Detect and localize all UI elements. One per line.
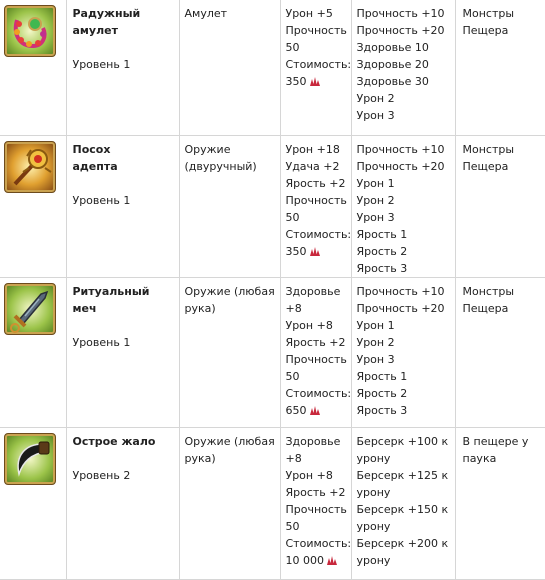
item-level: Уровень 1 <box>73 56 179 73</box>
item-type: Оружие (любая <box>185 433 280 450</box>
item-icon-cell <box>0 428 66 580</box>
upgrade-line: Прочность +10 <box>357 283 455 300</box>
upgrade-line: Прочность +20 <box>357 22 455 39</box>
item-icon-cell <box>0 136 66 278</box>
ritual-sword-icon[interactable] <box>4 283 56 335</box>
source-line: Пещера <box>463 158 545 175</box>
item-stats-cell <box>280 0 351 136</box>
stat-line: 50 <box>286 518 351 535</box>
upgrade-line: Прочность +10 <box>357 5 455 22</box>
source-line: Пещера <box>463 300 545 317</box>
crystal-currency-icon <box>309 246 321 257</box>
item-type: (двуручный) <box>185 158 280 175</box>
upgrade-line: урону <box>357 450 455 467</box>
upgrade-line: Прочность +20 <box>357 158 455 175</box>
upgrade-line: Ярость 1 <box>357 226 455 243</box>
stat-line: Стоимость: <box>286 535 351 552</box>
item-name: Ритуальный меч <box>73 283 179 317</box>
price: 350 <box>286 243 351 260</box>
item-name-cell <box>66 428 179 580</box>
item-type-cell <box>179 278 280 428</box>
item-source-cell <box>455 136 545 278</box>
upgrade-line: Урон 2 <box>357 90 455 107</box>
upgrade-line: Здоровье 20 <box>357 56 455 73</box>
upgrade-line: Ярость 1 <box>357 368 455 385</box>
source-line: Монстры <box>463 141 545 158</box>
source-line: Монстры <box>463 5 545 22</box>
stat-line: 50 <box>286 368 351 385</box>
stat-line: Урон +8 <box>286 317 351 334</box>
item-source-cell <box>455 428 545 580</box>
upgrade-line: Урон 3 <box>357 209 455 226</box>
item-stats-cell <box>280 278 351 428</box>
upgrade-line: Ярость 3 <box>357 260 455 277</box>
stat-line: Ярость +2 <box>286 175 351 192</box>
stat-line: Стоимость: <box>286 385 351 402</box>
crystal-currency-icon <box>326 555 338 566</box>
price: 10 000 <box>286 552 351 569</box>
stat-line: Здоровье <box>286 283 351 300</box>
stat-line: Прочность <box>286 501 351 518</box>
stat-line: Стоимость: <box>286 226 351 243</box>
item-name-cell <box>66 0 179 136</box>
item-name: Посох адепта <box>73 141 179 175</box>
item-stats-cell <box>280 428 351 580</box>
stat-line: Прочность <box>286 22 351 39</box>
upgrade-line: Здоровье 10 <box>357 39 455 56</box>
upgrade-line: Ярость 2 <box>357 243 455 260</box>
source-line: В пещере у <box>463 433 545 450</box>
item-type: рука) <box>185 450 280 467</box>
item-icon-cell <box>0 0 66 136</box>
crystal-currency-icon <box>309 76 321 87</box>
item-name-cell <box>66 136 179 278</box>
upgrade-line: Берсерк +125 к <box>357 467 455 484</box>
stat-line: Урон +18 <box>286 141 351 158</box>
item-level: Уровень 2 <box>73 467 179 484</box>
upgrade-line: Прочность +10 <box>357 141 455 158</box>
upgrade-line: Берсерк +100 к <box>357 433 455 450</box>
table-row <box>0 0 545 136</box>
item-name: Радужный амулет <box>73 5 179 39</box>
crystal-currency-icon <box>309 405 321 416</box>
item-type: Оружие <box>185 141 280 158</box>
item-type-cell <box>179 136 280 278</box>
item-level: Уровень 1 <box>73 192 179 209</box>
upgrade-line: урону <box>357 552 455 569</box>
item-upgrades-cell <box>351 428 455 580</box>
item-source-cell <box>455 0 545 136</box>
table-row <box>0 428 545 580</box>
item-stats-cell <box>280 136 351 278</box>
upgrade-line: Берсерк +200 к <box>357 535 455 552</box>
item-type: Оружие (любая <box>185 283 280 300</box>
rainbow-amulet-icon[interactable] <box>4 5 56 57</box>
upgrade-line: Прочность +20 <box>357 300 455 317</box>
stat-line: Удача +2 <box>286 158 351 175</box>
stat-line: Здоровье <box>286 433 351 450</box>
item-upgrades-cell <box>351 136 455 278</box>
stat-line: 50 <box>286 39 351 56</box>
stat-line: Урон +5 <box>286 5 351 22</box>
upgrade-line: урону <box>357 484 455 501</box>
price: 350 <box>286 73 351 90</box>
source-line: Монстры <box>463 283 545 300</box>
upgrade-line: Урон 2 <box>357 192 455 209</box>
upgrade-line: Ярость 2 <box>357 385 455 402</box>
stat-line: Ярость +2 <box>286 334 351 351</box>
item-icon-cell <box>0 278 66 428</box>
stat-line: 50 <box>286 209 351 226</box>
item-type-cell <box>179 428 280 580</box>
price: 650 <box>286 402 351 419</box>
stat-line: +8 <box>286 300 351 317</box>
item-name: Острое жало <box>73 433 179 450</box>
upgrade-line: урону <box>357 518 455 535</box>
upgrade-line: Урон 1 <box>357 175 455 192</box>
adept-staff-icon[interactable] <box>4 141 56 193</box>
stat-line: Прочность <box>286 351 351 368</box>
item-source-cell <box>455 278 545 428</box>
sharp-sting-icon[interactable] <box>4 433 56 485</box>
upgrade-line: Ярость 3 <box>357 402 455 419</box>
source-line: Пещера <box>463 22 545 39</box>
upgrade-line: Урон 3 <box>357 351 455 368</box>
stat-line: Ярость +2 <box>286 484 351 501</box>
source-line: паука <box>463 450 545 467</box>
item-type-cell <box>179 0 280 136</box>
stat-line: Прочность <box>286 192 351 209</box>
upgrade-line: Урон 3 <box>357 107 455 124</box>
item-level: Уровень 1 <box>73 334 179 351</box>
item-upgrades-cell <box>351 278 455 428</box>
upgrade-line: Берсерк +150 к <box>357 501 455 518</box>
upgrade-line: Здоровье 30 <box>357 73 455 90</box>
upgrade-line: Урон 2 <box>357 334 455 351</box>
stat-line: +8 <box>286 450 351 467</box>
table-row <box>0 278 545 428</box>
stat-line: Стоимость: <box>286 56 351 73</box>
stat-line: Урон +8 <box>286 467 351 484</box>
item-name-cell <box>66 278 179 428</box>
upgrade-line: Урон 1 <box>357 317 455 334</box>
item-type: рука) <box>185 300 280 317</box>
item-upgrades-cell <box>351 0 455 136</box>
table-row <box>0 136 545 278</box>
item-type: Амулет <box>185 5 280 22</box>
